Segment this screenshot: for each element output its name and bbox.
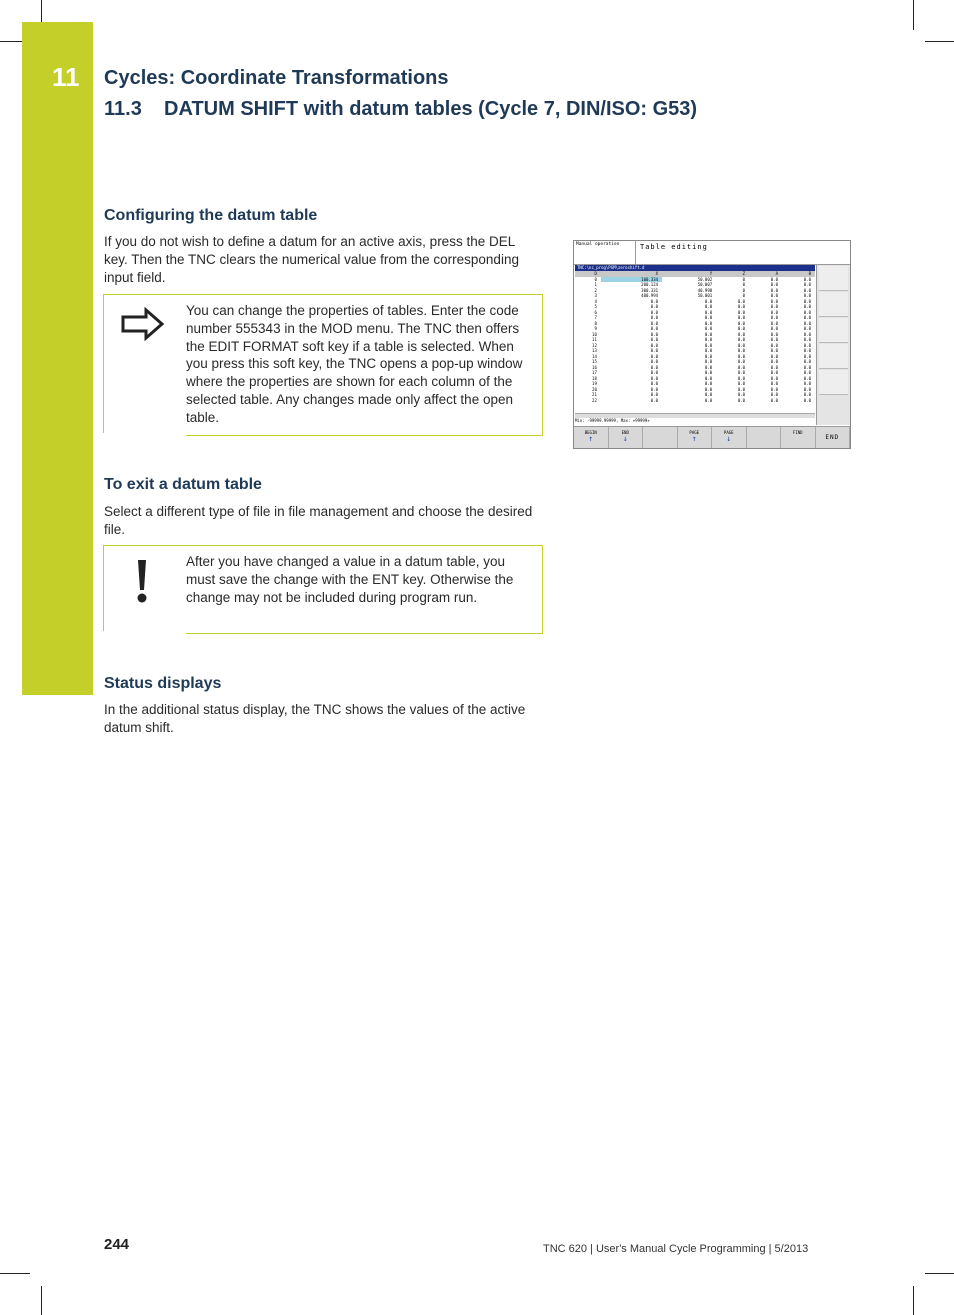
softkey[interactable] xyxy=(747,427,782,448)
table-cell: 0.0 xyxy=(737,331,746,337)
exclamation-icon xyxy=(134,558,150,609)
table-cell: 50.002 xyxy=(697,276,713,282)
crop-mark xyxy=(0,41,22,42)
table-cell: 0.0 xyxy=(770,392,779,397)
table-header-cell: X xyxy=(601,271,662,277)
table-cell: 400.994 xyxy=(641,293,659,298)
table-cell: 0.0 xyxy=(770,342,779,348)
table-cell: 0.0 xyxy=(803,320,811,326)
table-cell: 0.0 xyxy=(737,381,746,386)
table-cell: 5 xyxy=(594,304,597,309)
table-cell: 9 xyxy=(594,326,597,331)
table-cell: 0.0 xyxy=(737,386,746,392)
table-cell: 0.0 xyxy=(737,348,746,353)
table-cell: 19 xyxy=(592,381,597,386)
softkey[interactable] xyxy=(609,427,644,448)
table-cell: 0.0 xyxy=(650,386,659,392)
mode-box xyxy=(574,241,636,265)
table-cell: 0.0 xyxy=(704,342,713,348)
table-cell: 4 xyxy=(594,298,597,304)
table-cell: 0.0 xyxy=(650,381,659,386)
table-cell: 16 xyxy=(592,364,597,370)
arrow-down-icon: ↓ xyxy=(622,434,628,443)
table-cell: 0.0 xyxy=(803,397,811,403)
table-cell: 0.0 xyxy=(704,364,713,370)
softkey-label: FIND xyxy=(792,430,803,435)
footer-text: TNC 620 | User's Manual Cycle Programming | 5/2013 xyxy=(543,1243,809,1255)
table-cell: 0.0 xyxy=(650,304,659,309)
note-corner-gap xyxy=(103,631,186,634)
table-header-cell: B xyxy=(782,271,815,277)
side-softkey[interactable] xyxy=(819,266,848,291)
table-cell: 0.0 xyxy=(737,315,746,320)
softkey[interactable] xyxy=(816,427,851,448)
table-cell: 0.0 xyxy=(704,348,713,353)
table-cell: 0.0 xyxy=(770,282,779,287)
table-cell: 0.0 xyxy=(803,381,811,386)
softkey[interactable] xyxy=(574,427,609,448)
table-cell: 0 xyxy=(742,282,746,287)
table-cell: 0.0 xyxy=(650,392,659,397)
table-cell: 0.0 xyxy=(803,370,811,375)
table-cell: 0.0 xyxy=(737,375,746,381)
table-cell: 0.0 xyxy=(737,370,746,375)
table-cell: 7 xyxy=(594,315,597,320)
arrow-right-icon xyxy=(120,307,166,346)
table-cell: 0.0 xyxy=(737,364,746,370)
tnc-screen-figure xyxy=(573,240,851,449)
chapter-number: 11 xyxy=(52,62,80,92)
table-cell: 0.0 xyxy=(737,342,746,348)
table-cell: 0.0 xyxy=(650,375,659,381)
table-cell: 0.0 xyxy=(704,370,713,375)
table-cell: 0.0 xyxy=(803,315,811,320)
table-cell: 0.0 xyxy=(803,298,811,304)
table-cell: 0.0 xyxy=(704,326,713,331)
table-cell: 0.0 xyxy=(650,348,659,353)
softkey-label: END xyxy=(621,430,629,435)
table-cell: 0.0 xyxy=(770,370,779,375)
crop-mark xyxy=(41,1286,42,1315)
table-cell: 0.0 xyxy=(650,397,659,403)
table-cell: 100.334 xyxy=(601,277,662,283)
table-cell: 300.331 xyxy=(641,287,659,293)
table-cell: 14 xyxy=(592,353,597,359)
table-cell: 0.0 xyxy=(650,359,659,364)
table-cell: 0.0 xyxy=(704,359,713,364)
table-cell: 0.0 xyxy=(704,309,713,315)
table-cell: 0.0 xyxy=(803,276,811,282)
mode-label: Manual operation xyxy=(576,242,620,247)
arrow-up-icon: ↑ xyxy=(588,434,594,443)
table-cell: 0.0 xyxy=(704,315,713,320)
table-cell: 0.0 xyxy=(770,326,779,331)
table-cell: 12 xyxy=(592,342,597,348)
paragraph-configuring: If you do not wish to define a datum for an active axis, press the DEL key. Then the TNC clears the numerical value from the corresponding input field. xyxy=(104,234,519,285)
table-header-cell: A xyxy=(749,271,782,277)
note-box-warning xyxy=(103,545,543,634)
table-cell: 0.0 xyxy=(770,276,779,282)
table-cell: 11 xyxy=(592,337,597,342)
softkey[interactable] xyxy=(781,427,816,448)
table-cell: 10 xyxy=(592,331,597,337)
note-corner-gap xyxy=(103,433,186,436)
table-cell: 0.0 xyxy=(650,315,659,320)
table-cell: 0.0 xyxy=(737,397,746,403)
note-box-properties xyxy=(103,294,543,436)
table-cell: 0.0 xyxy=(803,309,811,315)
table-cell: 0 xyxy=(742,276,746,282)
crop-mark xyxy=(0,1273,30,1274)
table-cell: 22 xyxy=(592,397,597,403)
table-cell: 0.0 xyxy=(803,353,811,359)
table-cell: 0.0 xyxy=(803,342,811,348)
table-cell: 0.0 xyxy=(770,287,779,293)
table-cell: 0.0 xyxy=(770,353,779,359)
table-cell: 0.0 xyxy=(803,282,811,287)
table-cell: 0 xyxy=(742,287,746,293)
table-cell: 0.0 xyxy=(737,298,746,304)
table-header-cell: Y xyxy=(662,271,716,277)
crop-mark xyxy=(925,41,954,42)
softkey-label: PAGE xyxy=(723,430,734,435)
table-cell: 0.0 xyxy=(803,287,811,293)
vertical-softkey-bar xyxy=(816,265,850,425)
softkey-label: BEGIN xyxy=(584,430,597,435)
table-cell: 0.0 xyxy=(737,326,746,331)
table-cell: 0.0 xyxy=(770,293,779,298)
paragraph-status: In the additional status display, the TNC shows the values of the active datum shift. xyxy=(104,702,526,735)
crop-mark xyxy=(41,0,42,22)
screen-header xyxy=(574,241,850,265)
table-cell: 0.0 xyxy=(803,392,811,397)
table-cell: 0.0 xyxy=(770,309,779,315)
table-cell: 6 xyxy=(594,309,597,315)
arrow-down-icon: ↓ xyxy=(726,434,732,443)
table-cell: 0.0 xyxy=(650,342,659,348)
table-cell: 0.0 xyxy=(803,386,811,392)
arrow-up-icon: ↑ xyxy=(691,434,697,443)
table-cell: 0.0 xyxy=(803,331,811,337)
table-cell: 0.0 xyxy=(770,397,779,403)
table-cell: 2 xyxy=(594,287,597,293)
table-header-cell: D xyxy=(575,271,601,277)
table-cell: 0.0 xyxy=(803,326,811,331)
table-cell: 0.0 xyxy=(803,293,811,298)
status-line: Min: -99999.99999, Max: +99999+ xyxy=(575,418,650,423)
file-path: TNC:\nc_prog\PGM\zeroshift.d xyxy=(575,265,815,271)
table-cell: 0.0 xyxy=(704,392,713,397)
table-cell: 0.0 xyxy=(770,386,779,392)
softkey[interactable] xyxy=(643,427,678,448)
screen-title: Table editing xyxy=(640,243,708,251)
table-cell: 0.0 xyxy=(770,375,779,381)
table-cell: 0.0 xyxy=(770,331,779,337)
table-cell: 40.998 xyxy=(697,287,713,293)
table-cell: 0.0 xyxy=(737,309,746,315)
table-cell: 0.0 xyxy=(650,298,659,304)
table-cell: 0 xyxy=(594,276,597,282)
table-cell: 0.0 xyxy=(650,370,659,375)
table-cell: 3 xyxy=(594,293,597,298)
table-cell: 15 xyxy=(592,359,597,364)
heading-status: Status displays xyxy=(104,675,222,692)
heading-configuring: Configuring the datum table xyxy=(104,207,318,224)
table-cell: 0.0 xyxy=(770,337,779,342)
table-cell: 0.0 xyxy=(803,359,811,364)
table-cell: 200.124 xyxy=(641,282,659,287)
table-row[interactable] xyxy=(575,398,815,404)
table-cell: 0.0 xyxy=(704,397,713,403)
table-cell: 0.0 xyxy=(737,359,746,364)
table-cell: 0.0 xyxy=(704,331,713,337)
table-cell: 0.0 xyxy=(770,359,779,364)
table-cell: 0.0 xyxy=(650,320,659,326)
side-softkey[interactable] xyxy=(819,292,848,317)
table-cell: 0.0 xyxy=(770,298,779,304)
chapter-sidebar xyxy=(22,22,93,695)
table-cell: 50.001 xyxy=(697,293,713,298)
side-softkey[interactable] xyxy=(819,318,848,343)
table-cell: 0.0 xyxy=(770,381,779,386)
table-cell: 8 xyxy=(594,320,597,326)
table-cell: 0.0 xyxy=(803,337,811,342)
table-cell: 0 xyxy=(742,293,746,298)
crop-mark xyxy=(925,1273,954,1274)
heading-exit: To exit a datum table xyxy=(104,476,262,493)
table-cell: 0.0 xyxy=(770,348,779,353)
table-cell: 0.0 xyxy=(650,309,659,315)
table-cell: 0.0 xyxy=(803,375,811,381)
table-cell: 0.0 xyxy=(737,353,746,359)
table-cell: 0.0 xyxy=(650,353,659,359)
page-number: 244 xyxy=(104,1236,130,1253)
table-cell: 0.0 xyxy=(704,386,713,392)
table-cell: 1 xyxy=(594,282,597,287)
table-cell: 0.0 xyxy=(770,304,779,309)
table-cell: 50.007 xyxy=(697,282,713,287)
table-cell: 0.0 xyxy=(650,331,659,337)
softkey-label: END xyxy=(825,434,840,441)
table-cell: 0.0 xyxy=(704,337,713,342)
side-softkey[interactable] xyxy=(819,344,848,369)
table-cell: 20 xyxy=(592,386,597,392)
note-text-properties: You can change the properties of tables. Enter the code number 555343 in the MOD menu. The TNC then offers the EDIT FORMAT soft key if a table is selected. When you press this soft key, the TNC opens a pop-up window where the properties are shown for each column of the selected table. Any changes made only affect the open table. xyxy=(186,303,523,425)
note-text-warning: After you have changed a value in a datum table, you must save the change with the ENT key. Otherwise the change may not be included during program run. xyxy=(186,554,514,605)
side-softkey[interactable] xyxy=(819,370,848,395)
datum-table xyxy=(575,271,815,403)
paragraph-exit: Select a different type of file in file management and choose the desired file. xyxy=(104,504,533,537)
crop-mark xyxy=(913,1286,914,1315)
crop-mark xyxy=(913,0,914,30)
table-cell: 17 xyxy=(592,370,597,375)
table-cell: 0.0 xyxy=(770,320,779,326)
table-cell: 0.0 xyxy=(737,392,746,397)
table-cell: 0.0 xyxy=(737,304,746,309)
table-cell: 0.0 xyxy=(650,337,659,342)
table-cell: 13 xyxy=(592,348,597,353)
table-cell: 0.0 xyxy=(650,326,659,331)
table-cell: 0.0 xyxy=(737,320,746,326)
table-cell: 0.0 xyxy=(650,364,659,370)
section-title: 11.3 DATUM SHIFT with datum tables (Cycle 7, DIN/ISO: G53) xyxy=(104,98,698,120)
table-cell: 0.0 xyxy=(770,315,779,320)
table-cell: 0.0 xyxy=(770,364,779,370)
softkey-row xyxy=(574,426,850,448)
table-cell: 0.0 xyxy=(704,304,713,309)
softkey[interactable] xyxy=(678,427,713,448)
table-cell: 0.0 xyxy=(704,353,713,359)
softkey-label: PAGE xyxy=(689,430,700,435)
table-cell: 0.0 xyxy=(704,320,713,326)
table-cell: 0.0 xyxy=(704,375,713,381)
table-cell: 0.0 xyxy=(737,337,746,342)
table-cell: 0.0 xyxy=(704,298,713,304)
table-cell: 18 xyxy=(592,375,597,381)
softkey[interactable] xyxy=(712,427,747,448)
chapter-title: Cycles: Coordinate Transformations xyxy=(104,67,449,89)
table-cell: 0.0 xyxy=(704,381,713,386)
table-cell: 0.0 xyxy=(803,304,811,309)
table-cell: 21 xyxy=(592,392,597,397)
table-cell: 0.0 xyxy=(803,364,811,370)
table-cell: 0.0 xyxy=(803,348,811,353)
table-header-cell: Z xyxy=(716,271,749,277)
